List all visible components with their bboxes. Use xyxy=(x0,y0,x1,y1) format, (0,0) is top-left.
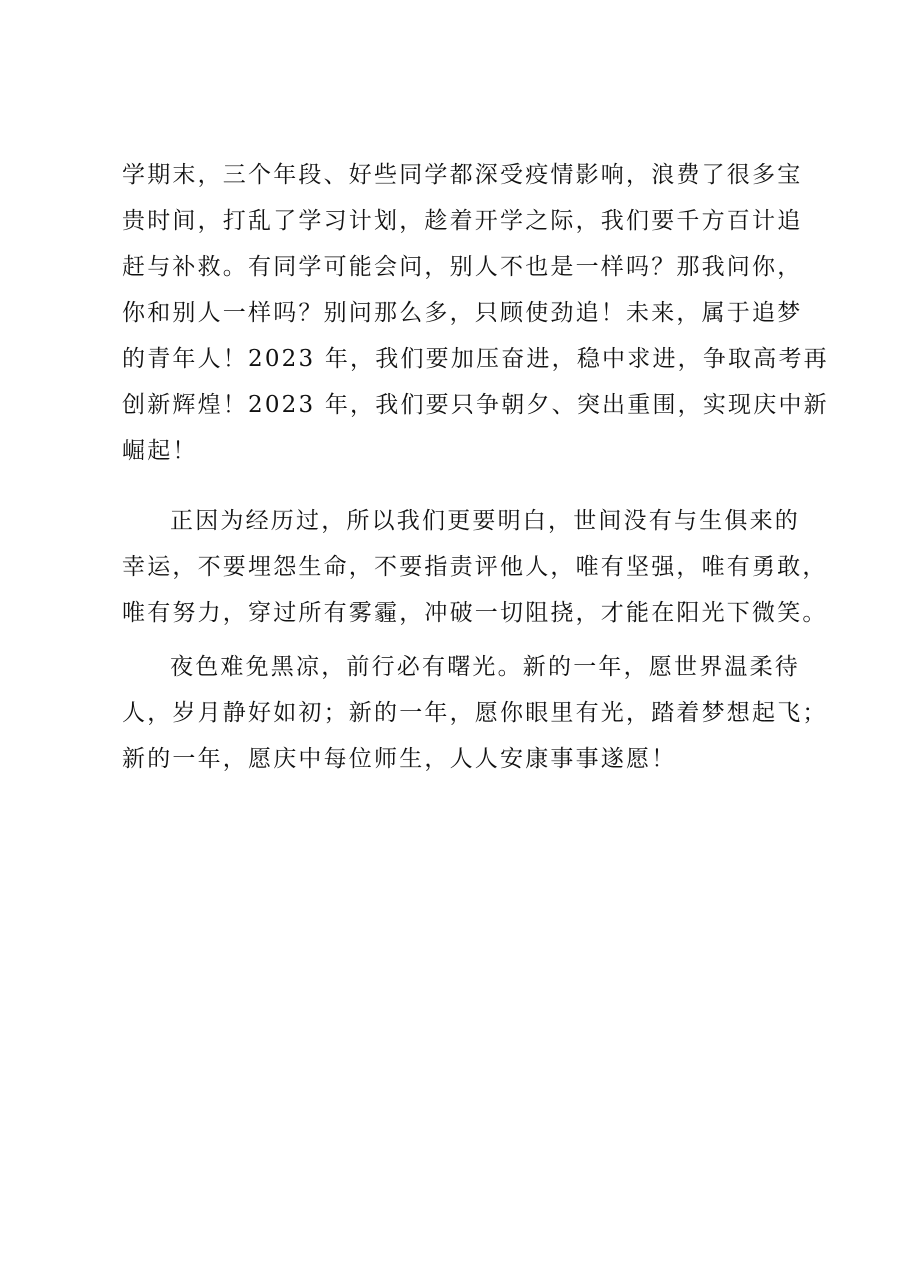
paragraph-1-line-6: 创新辉煌！2023 年，我们要只争朝夕、突出重围，实现庆中新 xyxy=(122,392,829,418)
paragraph-1-line-4: 你和别人一样吗？别问那么多，只顾使劲追！未来，属于追梦 xyxy=(122,300,803,326)
paragraph-1-line-3: 赶与补救。有同学可能会问，别人不也是一样吗？那我问你， xyxy=(122,254,803,280)
paragraph-3-line-1: 夜色难免黑凉，前行必有曙光。新的一年，愿世界温柔待 xyxy=(170,654,800,680)
paragraph-2-line-3: 唯有努力，穿过所有雾霾，冲破一切阻挠，才能在阳光下微笑。 xyxy=(122,600,828,626)
paragraph-1-line-7: 崛起！ xyxy=(122,438,198,464)
paragraph-3-line-2: 人，岁月静好如初；新的一年，愿你眼里有光，踏着梦想起飞； xyxy=(122,700,828,726)
paragraph-1-line-2: 贵时间，打乱了学习计划，趁着开学之际，我们要千方百计追 xyxy=(122,208,803,234)
paragraph-1-line-5: 的青年人！2023 年，我们要加压奋进，稳中求进，争取高考再 xyxy=(122,346,829,372)
paragraph-1-line-1: 学期末，三个年段、好些同学都深受疫情影响，浪费了很多宝 xyxy=(122,162,803,188)
paragraph-2-line-1: 正因为经历过，所以我们更要明白，世间没有与生俱来的 xyxy=(170,508,800,534)
paragraph-2-line-2: 幸运，不要埋怨生命，不要指责评他人，唯有坚强，唯有勇敢， xyxy=(122,554,828,580)
paragraph-3-line-3: 新的一年，愿庆中每位师生，人人安康事事遂愿！ xyxy=(122,746,677,772)
